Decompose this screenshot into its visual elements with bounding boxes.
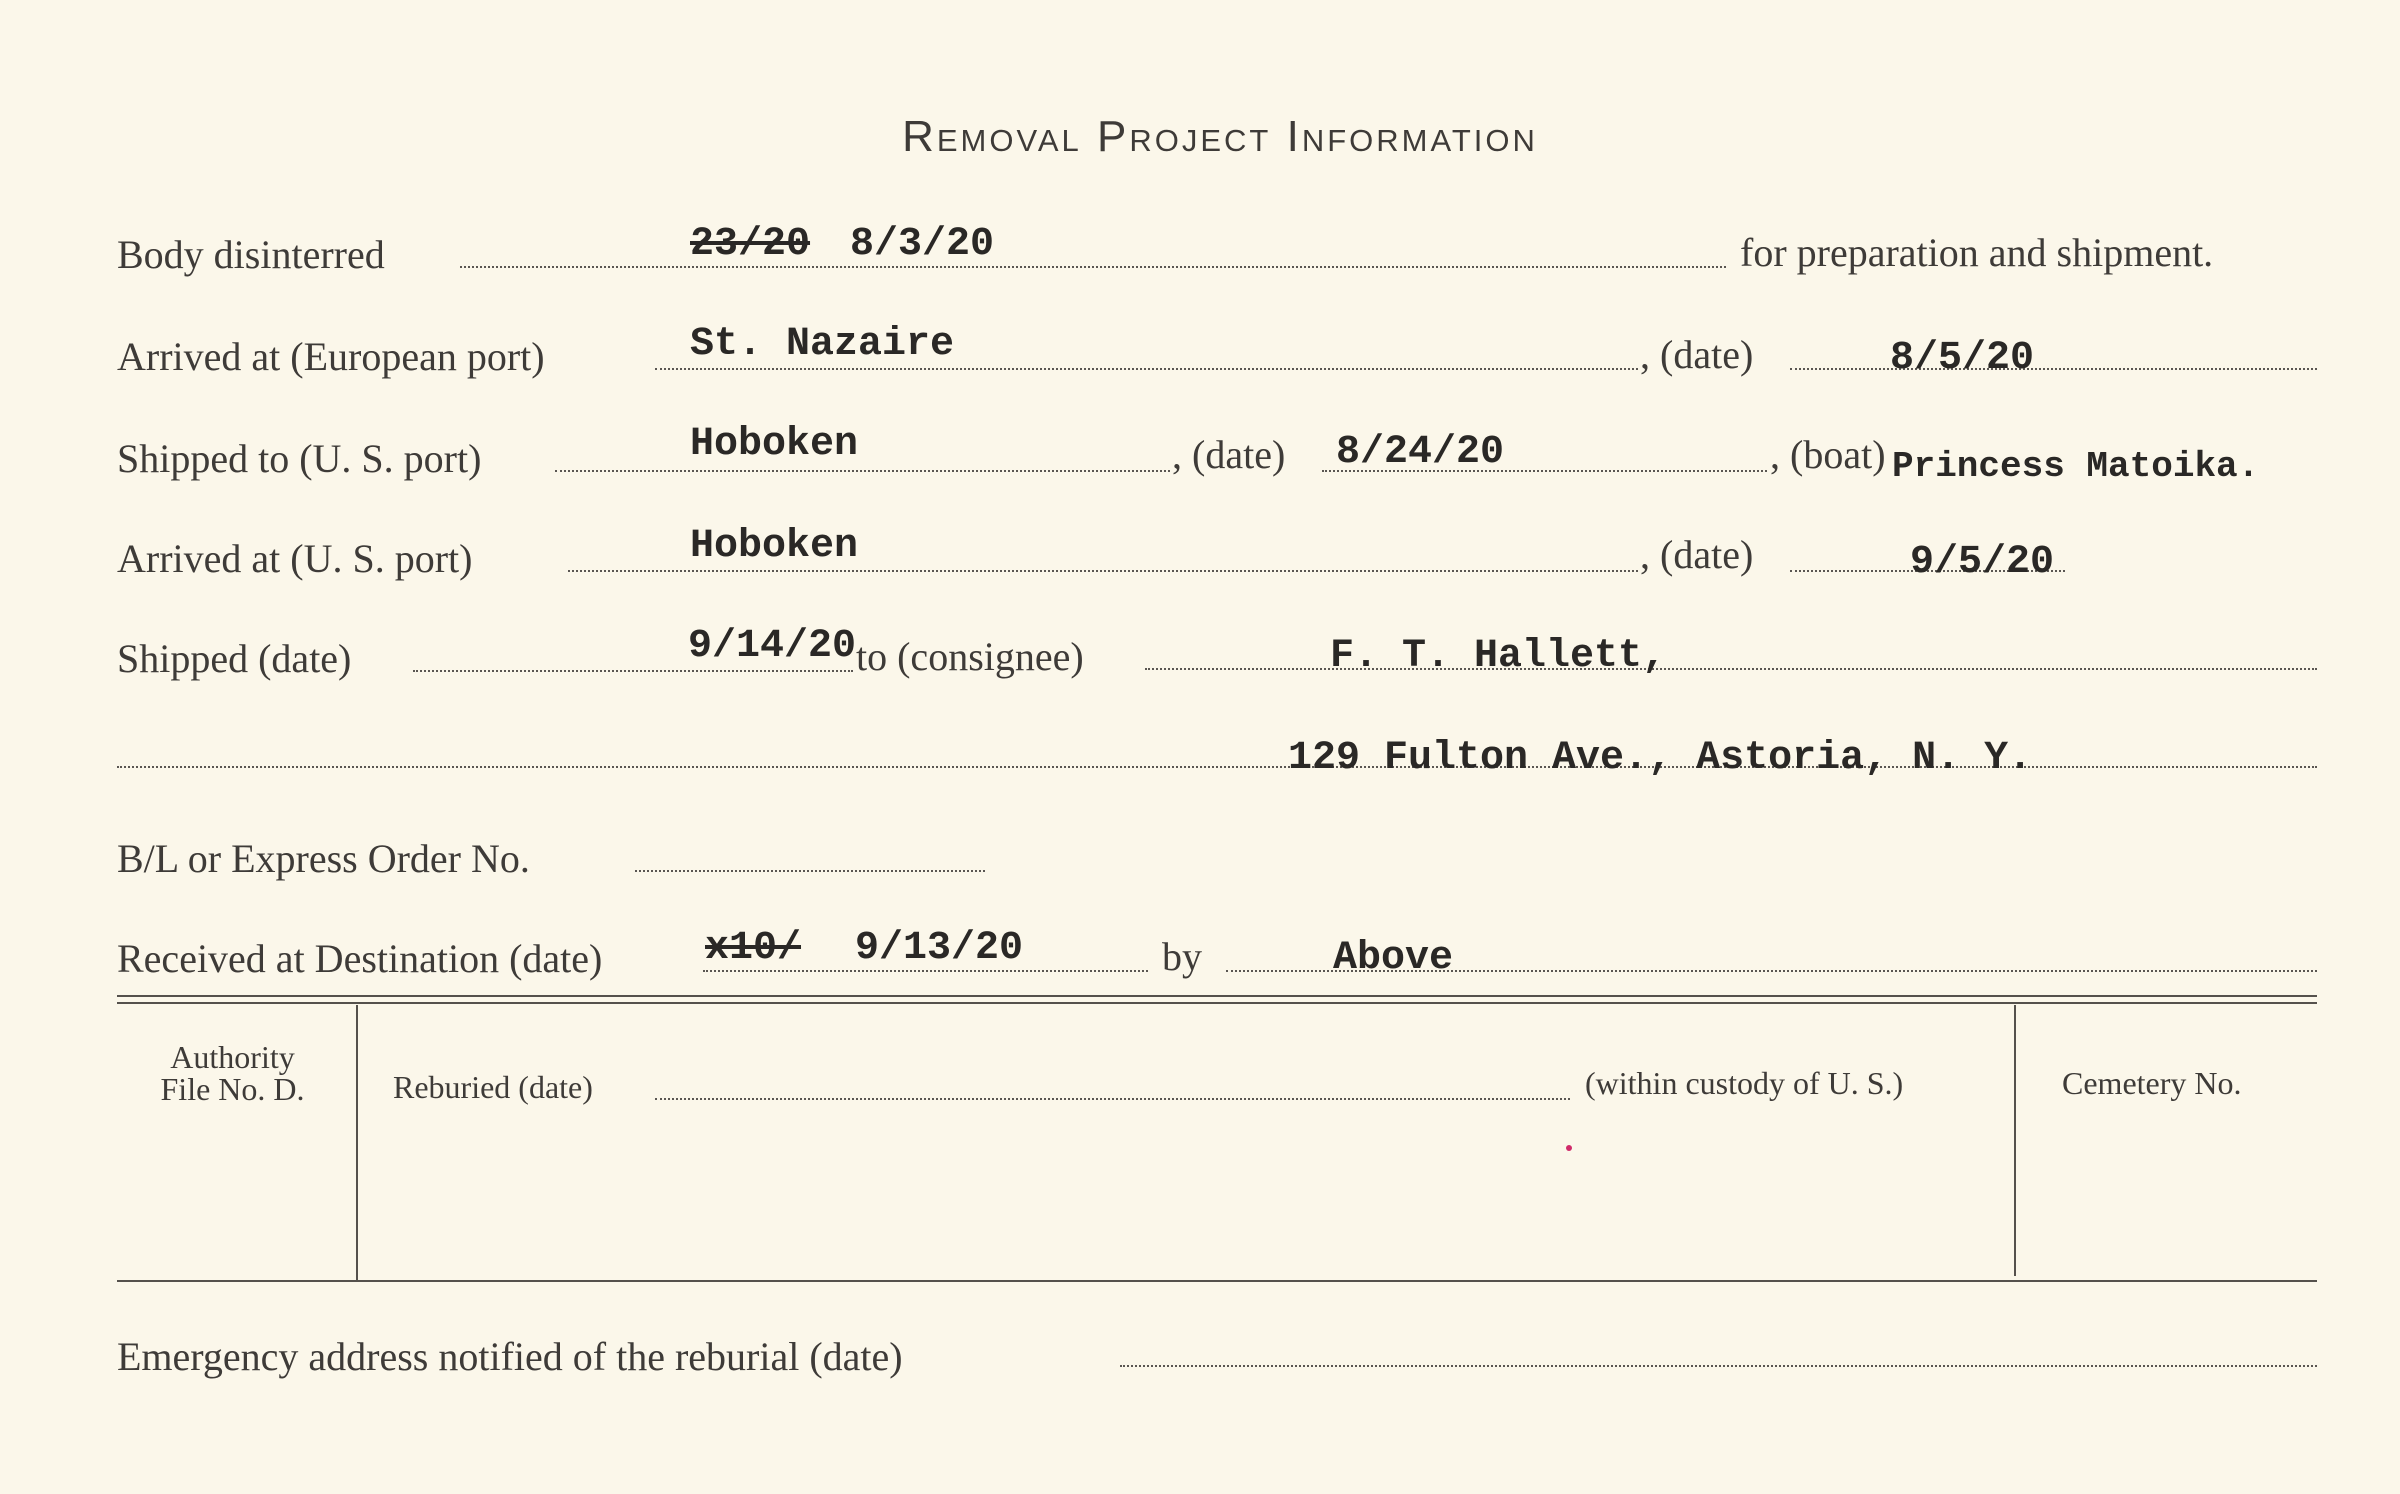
arrived-european-date: 8/5/20 xyxy=(1890,336,2035,381)
reburied-label: Reburied (date) xyxy=(393,1069,593,1105)
table-divider-right xyxy=(2014,1005,2016,1276)
bl-line xyxy=(635,870,985,872)
custody-label: (within custody of U. S.) xyxy=(1585,1065,1904,1101)
arrived-us-label: Arrived at (U. S. port) xyxy=(117,536,473,581)
shipped-date-value: 9/14/20 xyxy=(688,624,857,669)
authority-label-line2: File No. D. xyxy=(160,1071,305,1107)
reburied-line xyxy=(655,1098,1570,1100)
received-struck-value: x10/ xyxy=(705,926,802,971)
shipped-us-date: 8/24/20 xyxy=(1336,430,1505,475)
body-disinterred-suffix: for preparation and shipment. xyxy=(1740,230,2214,275)
consignee-name: F. T. Hallett, xyxy=(1330,634,1667,679)
arrived-us-port-line xyxy=(568,570,1638,572)
authority-label-line1: Authority xyxy=(170,1039,295,1075)
table-bottom-rule xyxy=(117,1280,2317,1282)
arrived-us-date-label: , (date) xyxy=(1640,532,1754,577)
cemetery-label: Cemetery No. xyxy=(2062,1065,2242,1101)
consignee-address: 129 Fulton Ave., Astoria, N. Y. xyxy=(1288,736,2033,781)
arrived-us-date: 9/5/20 xyxy=(1910,540,2055,585)
bl-label: B/L or Express Order No. xyxy=(117,836,530,881)
body-disinterred-label: Body disinterred xyxy=(117,232,385,277)
consignee-label: to (consignee) xyxy=(856,634,1084,679)
arrived-us-port: Hoboken xyxy=(690,524,859,569)
table-top-rule xyxy=(117,995,2317,997)
shipped-us-boat-label: , (boat) xyxy=(1770,432,1886,477)
arrived-european-port: St. Nazaire xyxy=(690,322,955,367)
body-disinterred-struck-value: 23/20 xyxy=(690,222,811,267)
table-top-rule-double xyxy=(117,1002,2317,1004)
received-label: Received at Destination (date) xyxy=(117,936,603,981)
shipped-us-boat: Princess Matoika. xyxy=(1892,446,2260,487)
shipped-us-date-label: , (date) xyxy=(1172,432,1286,477)
received-date: 9/13/20 xyxy=(855,926,1024,971)
card-title: Removal Project Information xyxy=(902,112,1538,161)
emergency-label: Emergency address notified of the reburial (date) xyxy=(117,1334,903,1379)
emergency-line xyxy=(1120,1365,2317,1367)
body-disinterred-date: 8/3/20 xyxy=(850,222,995,267)
shipped-date-label: Shipped (date) xyxy=(117,636,352,681)
shipped-us-port-line xyxy=(555,470,1170,472)
shipped-us-label: Shipped to (U. S. port) xyxy=(117,436,482,481)
arrived-european-port-line xyxy=(655,368,1638,370)
shipped-us-port: Hoboken xyxy=(690,422,859,467)
received-by-label: by xyxy=(1162,934,1202,979)
table-divider-left xyxy=(356,1005,358,1280)
arrived-european-date-label: , (date) xyxy=(1640,332,1754,377)
arrived-european-label: Arrived at (European port) xyxy=(117,334,545,379)
received-by: Above xyxy=(1333,936,1454,981)
body-disinterred-line xyxy=(460,266,1726,268)
consignee-line xyxy=(1145,668,2317,670)
arrived-european-date-line xyxy=(1790,368,2317,370)
ink-fleck xyxy=(1566,1145,1572,1151)
shipped-date-line xyxy=(413,670,853,672)
